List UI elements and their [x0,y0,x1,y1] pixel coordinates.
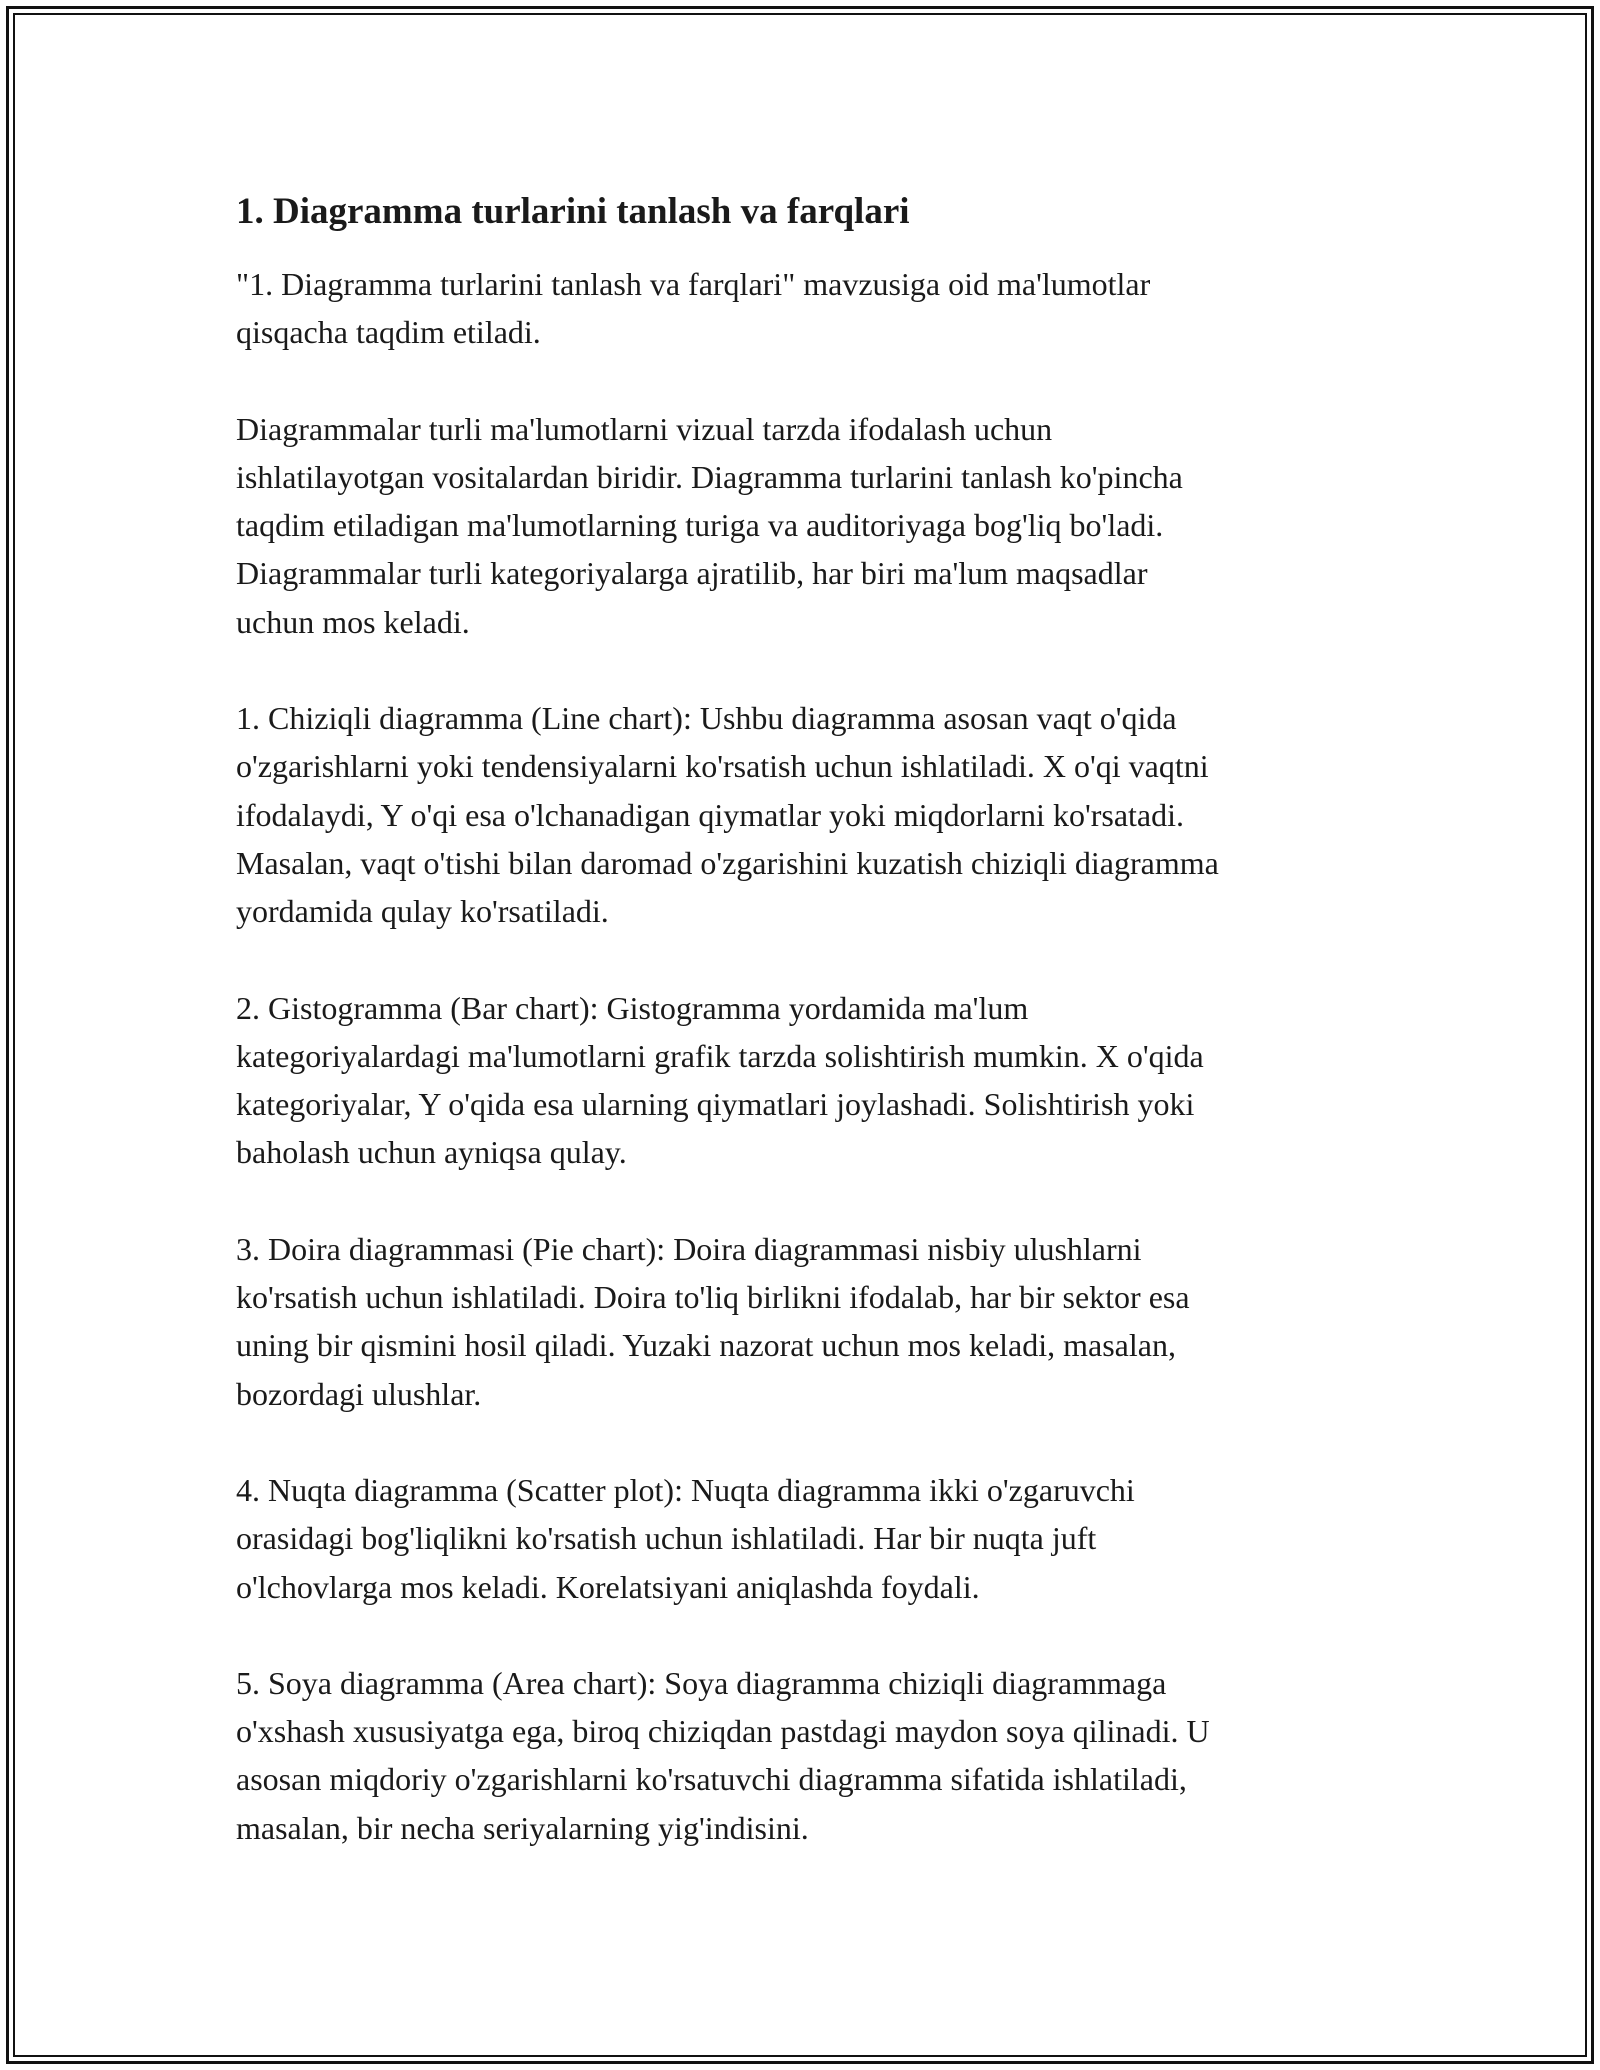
overview-paragraph: Diagrammalar turli ma'lumotlarni vizual tarzda ifodalash uchun ishlatilayotgan vositalardan biridir. Diagramma turlarini tanlash ko'pincha taqdim etiladigan ma'lumotlarning turiga va auditoriyaga bog'liq bo'ladi. Diagrammalar turli kategoriyalarga ajratilib, har biri ma'lum maqsadlar uchun mos keladi. [236,410,1183,640]
document-body [236,180,1386,1852]
bar-chart-paragraph: 2. Gistogramma (Bar chart): Gistogramma yordamida ma'lum kategoriyalardagi ma'lumotlarni grafik tarzda solishtirish mumkin. X o'qida kategoriyalar, Y o'qida esa ularning qiymatlari joylashadi. Solishtirish yoki baholash uchun ayniqsa qulay. [236,989,1204,1171]
document-title: 1. Diagramma turlarini tanlash va farqlari [236,191,910,232]
area-chart-paragraph: 5. Soya diagramma (Area chart): Soya diagramma chiziqli diagrammaga o'xshash xususiyatga ega, biroq chiziqdan pastdagi maydon soya qilinadi. U asosan miqdoriy o'zgarishlarni ko'rsatuvchi diagramma sifatida ishlatiladi, masalan, bir necha seriyalarning yig'indisini. [236,1664,1210,1846]
scatter-plot-paragraph: 4. Nuqta diagramma (Scatter plot): Nuqta diagramma ikki o'zgaruvchi orasidagi bog'liqlikni ko'rsatish uchun ishlatiladi. Har bir nuqta juft o'lchovlarga mos keladi. Korelatsiyani aniqlashda foydali. [236,1471,1135,1605]
intro-paragraph: "1. Diagramma turlarini tanlash va farqlari" mavzusiga oid ma'lumotlar qisqacha taqdim etiladi. [236,266,1151,351]
line-chart-paragraph: 1. Chiziqli diagramma (Line chart): Ushbu diagramma asosan vaqt o'qida o'zgarishlarni yoki tendensiyalarni ko'rsatish uchun ishlatiladi. X o'qi vaqtni ifodalaydi, Y o'qi esa o'lchanadigan qiymatlar yoki miqdorlarni ko'rsatadi. Masalan, vaqt o'tishi bilan daromad o'zgarishini kuzatish chiziqli diagramma yordamida qulay ko'rsatiladi. [236,700,1219,930]
pie-chart-paragraph: 3. Doira diagrammasi (Pie chart): Doira diagrammasi nisbiy ulushlarni ko'rsatish uchun ishlatiladi. Doira to'liq birlikni ifodalab, har bir sektor esa uning bir qismini hosil qiladi. Yuzaki nazorat uchun mos keladi, masalan, bozordagi ulushlar. [236,1230,1190,1412]
